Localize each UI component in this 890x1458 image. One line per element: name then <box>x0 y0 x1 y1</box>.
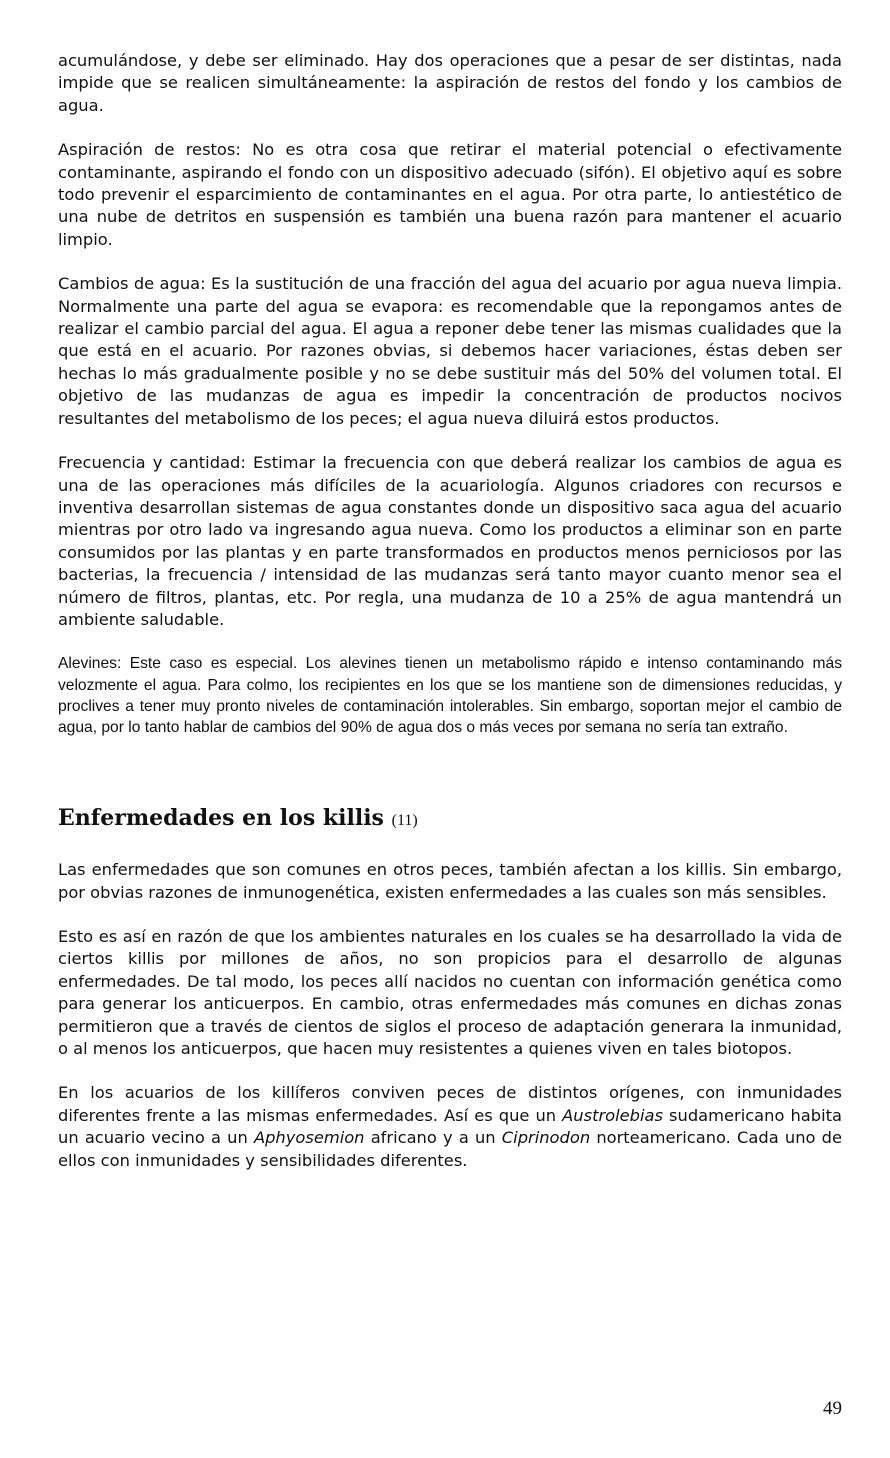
paragraph-aspiracion: Aspiración de restos: No es otra cosa que retirar el material potencial o efectivamente contaminante, aspirando el fondo con un dispositivo adecuado (sifón). El objetivo aquí es sobre todo prevenir el esparcimiento de contaminantes en el agua. Por otra parte, lo antiestético de una nube de detritos en suspensión es también una buena razón para mantener el acuario limpio. <box>58 140 842 249</box>
paragraph-enfermedades: Las enfermedades que son comunes en otros peces, también afectan a los killis. Sin embargo, por obvias razones de inmunogenética, existen enfermedades a las cuales son más sensibles. <box>58 860 842 902</box>
page-content <box>58 50 842 1194</box>
paragraph-frecuencia: Frecuencia y cantidad: Estimar la frecuencia con que deberá realizar los cambios de agua es una de las operaciones más difíciles de la acuariología. Algunos criadores con recursos e inventiva desarrollan sistemas de agua constantes donde un dispositivo saca agua del acuario mientras por otro lado va ingresando agua nueva. Como los productos a eliminar son en parte consumidos por las plantas y en parte transformados en productos menos perniciosos por las bacterias, la frecuencia / intensidad de las mudanzas será tanto mayor cuanto menor sea el número de filtros, plantas, etc. Por regla, una mudanza de 10 a 25% de agua mantendrá un ambiente saludable. <box>58 453 842 629</box>
page-number: 49 <box>823 1398 842 1419</box>
text-part: norteamericano. Cada uno de ellos con inmunidades y sensibilidades diferentes. <box>58 1128 842 1170</box>
text-part: sudamericano habita un acuario vecino a un <box>58 1105 842 1148</box>
heading-title: Enfermedades en los killis <box>58 805 384 832</box>
heading-footnote: (11) <box>391 812 418 830</box>
text-part: africano y a un <box>364 1128 502 1148</box>
paragraph-intro: acumulándose, y debe ser eliminado. Hay dos operaciones que a pesar de ser distintas, nada impide que se realicen simultáneamente: la aspiración de restos del fondo y los cambios de agua. <box>58 51 842 115</box>
paragraph-alevines: Alevines: Este caso es especial. Los alevines tienen un metabolismo rápido e intenso contaminando más velozmente el agua. Para colmo, los recipientes en los que se los mantiene son de dimensiones reducidas, y proclives a tener muy pronto niveles de contaminación intolerables. Sin embargo, soportan mejor el cambio de agua, por lo tanto hablar de cambios del 90% de agua dos o más veces por semana no sería tan extraño. <box>58 655 842 736</box>
genus-name: Austrolebias <box>562 1105 663 1125</box>
genus-name: Ciprinodon <box>501 1128 591 1148</box>
genus-name: Aphyosemion <box>253 1128 365 1148</box>
text-part: En los acuarios de los killíferos conviven peces de distintos orígenes, con inmunidades diferentes frente a las mismas enfermedades. Así es que un <box>58 1083 842 1125</box>
paragraph-ambientes: Esto es así en razón de que los ambientes naturales en los cuales se ha desarrollado la vida de ciertos killis por millones de años, no son propicios para el desarrollo de algunas enfermedades. De tal modo, los peces allí nacidos no cuentan con información genética como para generar los anticuerpos. En cambio, otras enfermedades más comunes en dichas zonas permitieron que a través de cientos de siglos el proceso de adaptación generara la inmunidad, o al menos los anticuerpos, que hacen muy resistentes a quienes viven en tales biotopos. <box>58 926 842 1058</box>
paragraph-acuarios <box>58 1082 842 1172</box>
section-heading <box>58 804 842 835</box>
paragraph-cambios: Cambios de agua: Es la sustitución de una fracción del agua del acuario por agua nueva limpia. Normalmente una parte del agua se evapora: es recomendable que la repongamos antes de realizar el cambio parcial del agua. El agua a reponer debe tener las mismas cualidades que la que está en el acuario. Por razones obvias, si debemos hacer variaciones, éstas deben ser hechas lo más gradualmente posible y no se debe sustituir más del 50% del volumen total. El objetivo de las mudanzas de agua es impedir la concentración de productos nocivos resultantes del metabolismo de los peces; el agua nueva diluirá estos productos. <box>58 274 842 428</box>
